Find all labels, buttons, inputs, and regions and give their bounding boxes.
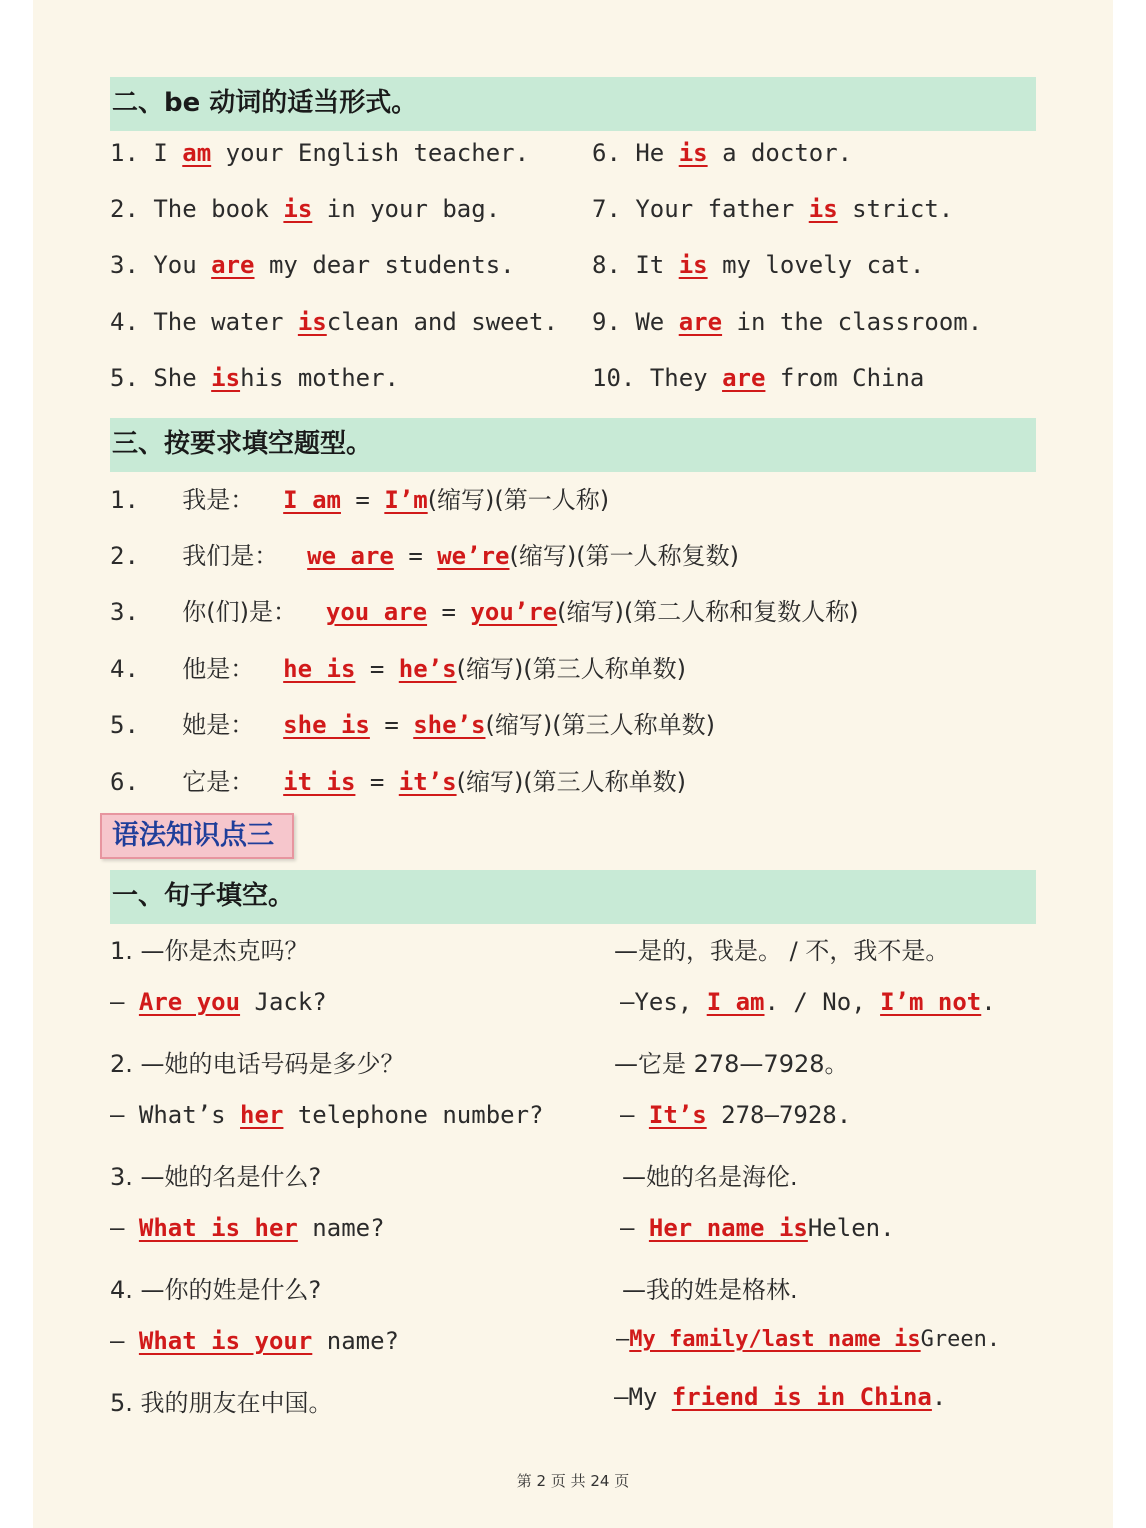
list-item: 4. 他是： he is = he’s(缩写)(第三人称单数) bbox=[110, 655, 687, 683]
answer-zh: —她的名是海伦. bbox=[622, 1163, 798, 1191]
question-zh: 3. —她的名是什么? bbox=[110, 1163, 322, 1191]
list-item: 2. 我们是： we are = we’re(缩写)(第一人称复数) bbox=[110, 542, 739, 570]
list-item: 1. I am your English teacher. bbox=[110, 139, 530, 167]
section-title-fill: 三、按要求填空题型。 bbox=[112, 429, 373, 459]
section-title-be: 二、be 动词的适当形式。 bbox=[112, 88, 418, 118]
list-item: 4. The water isclean and sweet. bbox=[110, 308, 558, 336]
section-title-sentence: 一、句子填空。 bbox=[112, 881, 295, 911]
list-item: 2. The book is in your bag. bbox=[110, 195, 501, 223]
list-item: 8. It is my lovely cat. bbox=[592, 251, 925, 279]
list-item: 5. 她是： she is = she’s(缩写)(第三人称单数) bbox=[110, 711, 715, 739]
answer-en: —My family/last name isGreen. bbox=[616, 1327, 1001, 1352]
grammar-point-tag: 语法知识点三 bbox=[100, 813, 294, 859]
question-zh: 4. —你的姓是什么? bbox=[110, 1276, 322, 1304]
answer-en: — Her name isHelen. bbox=[620, 1214, 895, 1242]
list-item: 1. 我是： I am = I’m(缩写)(第一人称) bbox=[110, 486, 610, 514]
list-item: 7. Your father is strict. bbox=[592, 195, 954, 223]
list-item: 5. She ishis mother. bbox=[110, 364, 400, 392]
question-zh: 1. —你是杰克吗？ bbox=[110, 937, 309, 965]
question-zh: 5. 我的朋友在中国。 bbox=[110, 1389, 333, 1417]
answer-zh: —是的，我是。 / 不，我不是。 bbox=[614, 937, 950, 965]
list-item: 6. 它是： it is = it’s(缩写)(第三人称单数) bbox=[110, 768, 687, 796]
answer-en: —My friend is in China. bbox=[614, 1383, 947, 1411]
list-item: 6. He is a doctor. bbox=[592, 139, 853, 167]
list-item: 9. We are in the classroom. bbox=[592, 308, 983, 336]
list-item: 3. 你(们)是： you are = you’re(缩写)(第二人称和复数人称) bbox=[110, 598, 859, 626]
answer-zh: —我的姓是格林. bbox=[622, 1276, 798, 1304]
question-en: — What’s her telephone number? bbox=[110, 1101, 544, 1129]
answer-zh: —它是 278—7928。 bbox=[614, 1050, 849, 1078]
answer-en: —Yes, I am. / No, I’m not. bbox=[620, 988, 996, 1016]
question-en: — What is her name? bbox=[110, 1214, 385, 1242]
question-en: — What is your name? bbox=[110, 1327, 399, 1355]
list-item: 10. They are from China bbox=[592, 364, 925, 392]
question-zh: 2. —她的电话号码是多少？ bbox=[110, 1050, 405, 1078]
page-footer: 第 2 页 共 24 页 bbox=[516, 1472, 630, 1490]
question-en: — Are you Jack? bbox=[110, 988, 327, 1016]
list-item: 3. You are my dear students. bbox=[110, 251, 515, 279]
answer-en: — It’s 278—7928. bbox=[620, 1101, 852, 1129]
